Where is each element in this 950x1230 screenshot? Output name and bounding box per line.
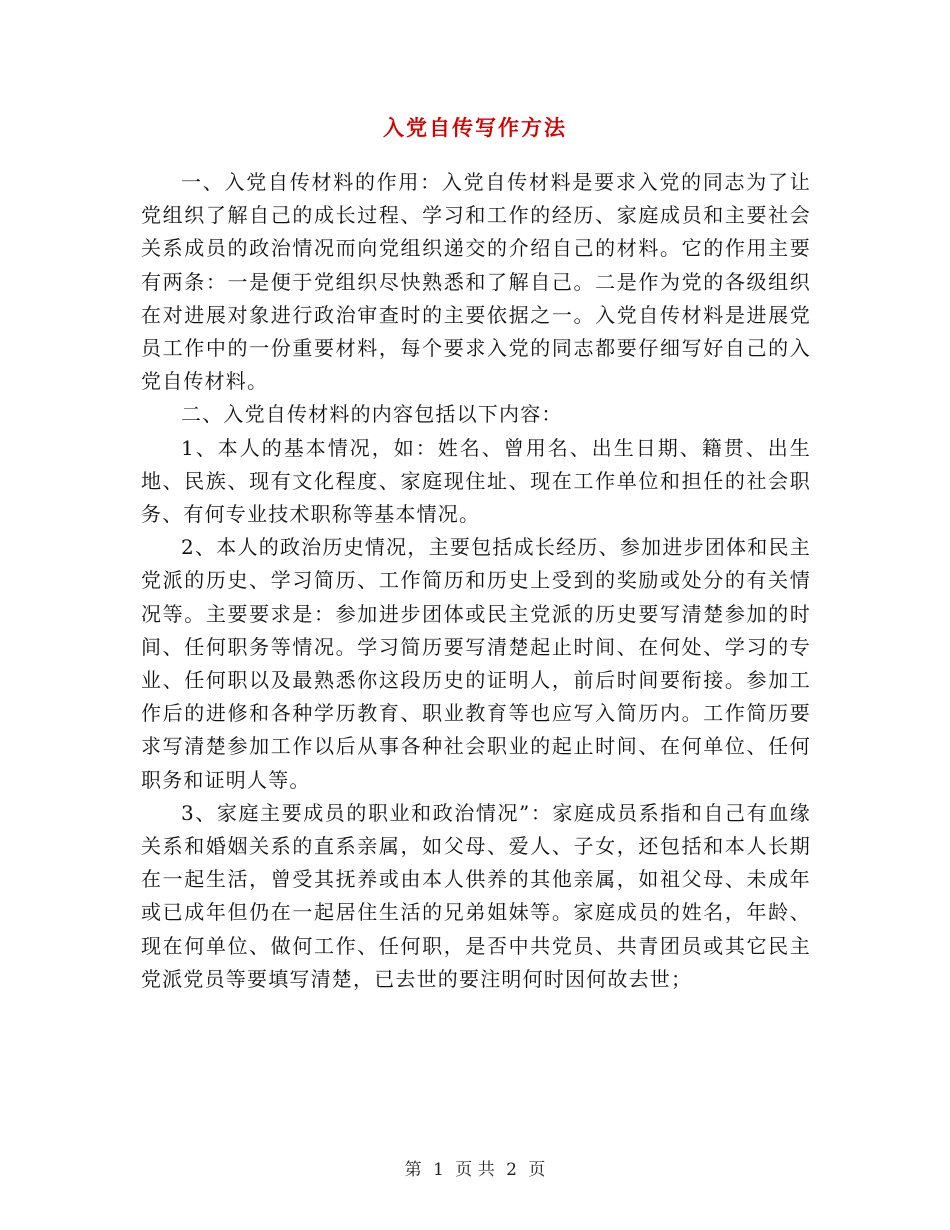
paragraph-1: 一、入党自传材料的作用：入党自传材料是要求入党的同志为了让党组织了解自己的成长过程、学习和工作的经历、家庭成员和主要社会关系成员的政治情况而向党组织递交的介绍自己的材料。它的作用主要有两条：一是便于党组织尽快熟悉和了解自己。二是作为党的各级组织在对进展对象进行政治审查时的主要依据之一。入党自传材料是进展党员工作中的一份重要材料，每个要求入党的同志都要仔细写好自己的入党自传材料。 bbox=[141, 170, 811, 394]
page-footer bbox=[0, 1155, 950, 1180]
paragraph-4: 2、本人的政治历史情况，主要包括成长经历、参加进步团体和民主党派的历史、学习简历、工作简历和历史上受到的奖励或处分的有关情况等。主要要求是：参加进步团体或民主党派的历史要写清楚参加的时间、任何职务等情况。学习简历要写清楚起止时间、在何处、学习的专业、任何职以及最熟悉你这段历史的证明人，前后时间要衔接。参加工作后的进修和各种学历教育、职业教育等也应写入简历内。工作简历要求写清楚参加工作以后从事各种社会职业的起止时间、在何单位、任何职务和证明人等。 bbox=[141, 535, 811, 792]
document-body bbox=[141, 166, 811, 996]
page-suffix: 页 bbox=[528, 1160, 546, 1180]
page-total: 2 bbox=[506, 1160, 517, 1180]
page-prefix: 第 bbox=[404, 1160, 422, 1180]
page-current: 1 bbox=[433, 1160, 444, 1180]
page-middle: 页 共 bbox=[455, 1160, 495, 1180]
paragraph-5: 3、家庭主要成员的职业和政治情况”：家庭成员系指和自己有血缘关系和婚姻关系的直系亲属，如父母、爱人、子女，还包括和本人长期在一起生活，曾受其抚养或由本人供养的其他亲属，如祖父母、未成年或已成年但仍在一起居住生活的兄弟姐妹等。家庭成员的姓名，年龄、现在何单位、做何工作、任何职，是否中共党员、共青团员或其它民主党派党员等要填写清楚，已去世的要注明何时因何故去世； bbox=[141, 800, 811, 991]
paragraph-2: 二、入党自传材料的内容包括以下内容： bbox=[181, 402, 563, 427]
paragraph-3: 1、本人的基本情况，如：姓名、曾用名、出生日期、籍贯、出生地、民族、现有文化程度、家庭现住址、现在工作单位和担任的社会职务、有何专业技术职称等基本情况。 bbox=[141, 435, 811, 527]
document-title: 入党自传写作方法 bbox=[383, 115, 567, 140]
